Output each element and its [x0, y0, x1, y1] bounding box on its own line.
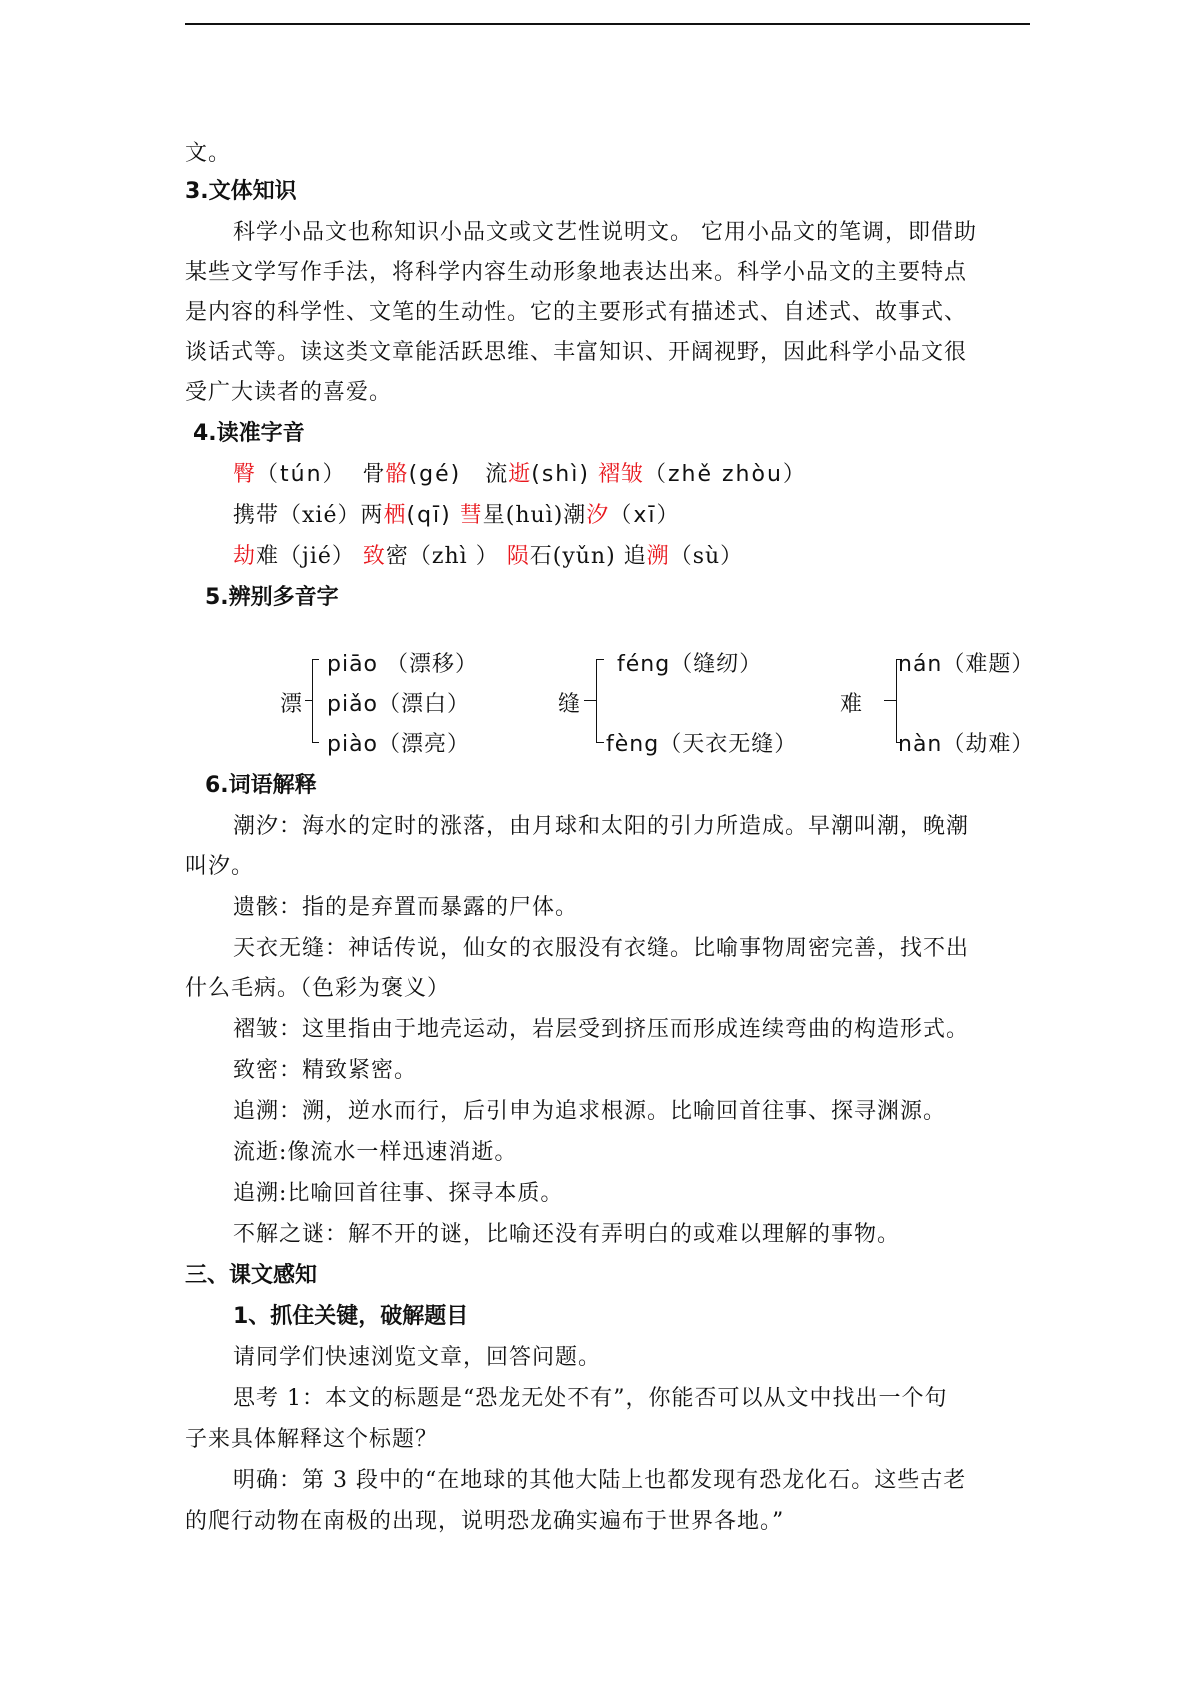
definition-line: 不解之谜：解不开的谜，比喻还没有弄明白的或难以理解的事物。	[233, 1222, 901, 1247]
paragraph-line: 某些文学写作手法，将科学内容生动形象地表达出来。科学小品文的主要特点	[185, 260, 968, 285]
reading: féng（缝纫）	[617, 652, 763, 677]
reading: fèng（天衣无缝）	[606, 732, 798, 757]
word-char: 逝	[508, 462, 532, 487]
bracket-tick	[884, 700, 896, 701]
paragraph-line: 受广大读者的喜爱。	[185, 380, 393, 405]
pinyin: （tún）	[256, 462, 347, 487]
continued-text: 文。	[185, 141, 232, 166]
subsection-heading: 1、抓住关键，破解题目	[233, 1304, 469, 1329]
word-text: 石(yǔn) 追	[529, 544, 647, 569]
paragraph-line: 子来具体解释这个标题？	[185, 1427, 439, 1452]
word-char: 皱	[620, 462, 644, 487]
word-char: 栖	[383, 503, 407, 528]
reading: nàn（劫难）	[898, 732, 1035, 757]
pronunciation-row	[233, 543, 743, 571]
paragraph-line: 科学小品文也称知识小品文或文艺性说明文。 它用小品文的笔调，即借助	[233, 220, 977, 245]
word-text: 密（zhì ）	[385, 544, 499, 569]
word-char: 致	[362, 544, 386, 569]
reading: piào（漂亮）	[327, 732, 471, 757]
paragraph-line: 的爬行动物在南极的出现，说明恐龙确实遍布于世界各地。”	[185, 1509, 785, 1534]
bracket-tick	[305, 700, 312, 701]
section-heading-perception: 三、课文感知	[185, 1263, 318, 1288]
definition-line: 致密：精致紧密。	[233, 1058, 418, 1083]
header-rule	[185, 23, 1030, 25]
definition-line: 追溯：溯，逆水而行，后引申为追求根源。比喻回首往事、探寻渊源。	[233, 1099, 947, 1124]
definition-line: 流逝:像流水一样迅速消逝。	[233, 1140, 518, 1165]
pinyin: （zhě zhòu）	[643, 462, 807, 487]
word-text: 难（jié）	[256, 544, 355, 569]
paragraph-line: 思考 1：本文的标题是“恐龙无处不有”，你能否可以从文中找出一个句	[233, 1386, 948, 1411]
word-char: 骼	[385, 462, 409, 487]
pronunciation-row	[233, 502, 680, 530]
paragraph-line: 明确：第 3 段中的“在地球的其他大陆上也都发现有恐龙化石。这些古老	[233, 1468, 967, 1493]
bracket	[596, 659, 604, 743]
definition-line: 潮汐：海水的定时的涨落，由月球和太阳的引力所造成。早潮叫潮，晚潮	[233, 814, 970, 839]
definition-line: 追溯:比喻回首往事、探寻本质。	[233, 1181, 564, 1206]
polyphone-char: 漂	[280, 692, 304, 717]
word-text: 携带（xié）两	[233, 503, 384, 528]
polyphone-char: 缝	[558, 692, 582, 717]
pinyin: (gé)	[408, 462, 462, 487]
paragraph-line: 请同学们快速浏览文章，回答问题。	[233, 1345, 602, 1370]
word-char: 汐	[586, 503, 610, 528]
word-char: 劫	[233, 544, 257, 569]
word-char: 臀	[233, 462, 257, 487]
word-char: 骨	[362, 462, 386, 487]
bracket	[312, 659, 319, 743]
pinyin: (qī)	[406, 503, 452, 528]
reading: piāo （漂移）	[327, 652, 479, 677]
definition-line: 遗骸：指的是弃置而暴露的尸体。	[233, 895, 579, 920]
section-heading-6: 6.词语解释	[205, 773, 317, 798]
definition-line: 什么毛病。（色彩为褒义）	[185, 976, 451, 1001]
definition-line: 叫汐。	[185, 854, 255, 879]
polyphone-char: 难	[840, 692, 864, 717]
bracket-tick	[584, 700, 596, 701]
paragraph-line: 谈话式等。读这类文章能活跃思维、丰富知识、开阔视野，因此科学小品文很	[185, 340, 968, 365]
definition-line: 天衣无缝：神话传说，仙女的衣服没有衣缝。比喻事物周密完善，找不出	[233, 936, 970, 961]
pinyin: （xī）	[609, 503, 681, 528]
word-char: 流	[485, 462, 509, 487]
word-char: 彗	[459, 503, 483, 528]
word-text: （sù）	[669, 544, 744, 569]
word-char: 陨	[506, 544, 530, 569]
section-heading-3: 3.文体知识	[185, 179, 297, 204]
word-char: 褶	[597, 462, 621, 487]
word-text: 星(huì)潮	[482, 503, 587, 528]
section-heading-5: 5.辨别多音字	[205, 585, 339, 610]
word-char: 溯	[646, 544, 670, 569]
definition-line: 褶皱：这里指由于地壳运动，岩层受到挤压而形成连续弯曲的构造形式。	[233, 1017, 970, 1042]
reading: nán（难题）	[898, 652, 1035, 677]
paragraph-line: 是内容的科学性、文笔的生动性。它的主要形式有描述式、自述式、故事式、	[185, 300, 968, 325]
section-heading-4: 4.读准字音	[193, 421, 305, 446]
reading: piǎo（漂白）	[327, 692, 471, 717]
pinyin: (shì)	[531, 462, 590, 487]
pronunciation-row	[233, 461, 807, 489]
